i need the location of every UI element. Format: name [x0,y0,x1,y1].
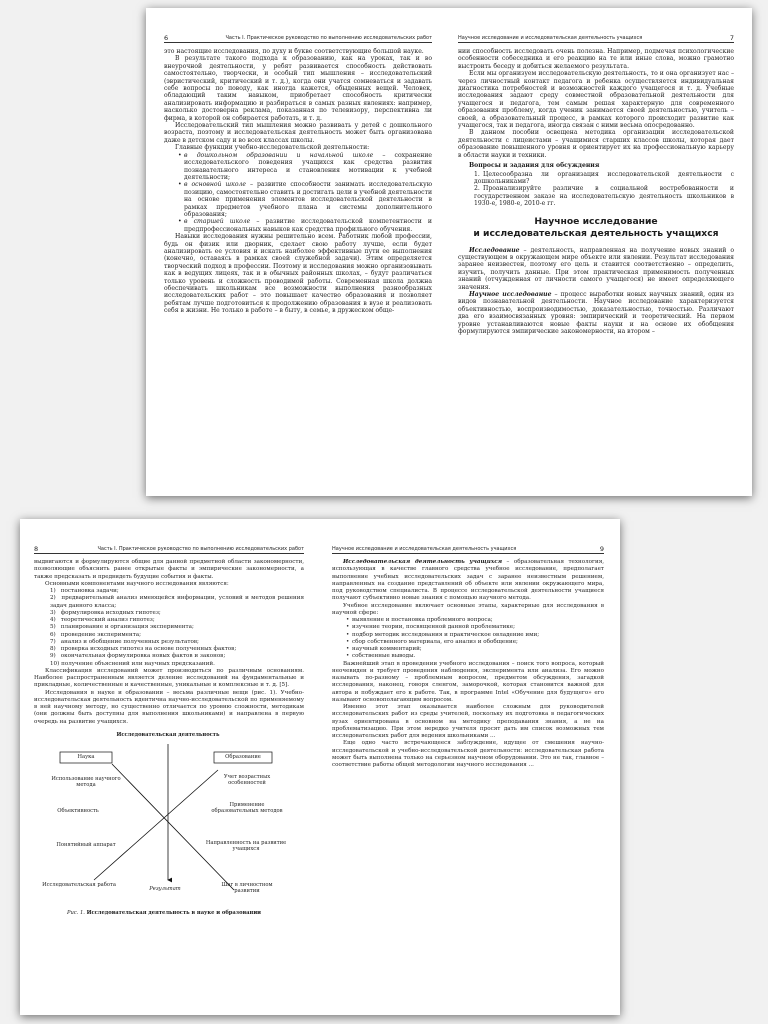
paragraph: В данном пособии освещена методика организации исследовательской деятельности с лицеистами – учащимися старших классов школы, которая дает образование повышенного уровня и ориентирует их на профессиональную карьеру в области науки и техники. [458,129,734,159]
running-head-title: Научное исследование и исследовательская деятельность учащихся [332,546,517,552]
science-label: Наука [77,753,95,760]
body-text [164,48,432,315]
definition-paragraph: Научное исследование – процесс выработки новых научных знаний, один из видов познавательной деятельности. Научное исследование характеризуется объективностью, воспроизводимостью, доказательностью, точностью. Различают два его взаимосвязанных уровня: эмпирический и теоретический. На первом уровне устанавливаются новые факты науки и на основе их обобщения формулируются эмпирические закономерности, на втором – [458,290,734,335]
section-heading: Научное исследование и исследовательская деятельность учащихся [473,215,719,239]
book-spread-pages-6-7 [146,8,752,496]
paragraph: Важнейший этап в проведении учебного исследования – поиск того вопроса, который неочевиден и требует проведения наблюдения, эксперимента или анализа. Его можно называть по-разному – проблемным вопросом, предметом обсуждения, загадкой исследования, наконец, говоря сленгом, заморочкой, которая становится важной для автора и побуждает его к работе. Так, в программе Intel «Обучение для будущего» его называют основополагающим вопросом. [332,660,604,703]
page-number: 9 [599,545,604,553]
book-spread-pages-8-9 [20,519,620,1015]
figure-caption: Рис. 1. Исследовательская деятельность в науке и образовании [66,909,262,916]
definition-paragraph: Исследование – деятельность, направленная на получение новых знаний о существующем в окружающем мире объекте или явлении. Результат исследования заранее неизвестен, поэтому его цель и ставится соответственно – определить, изучить, получить данные. При этом практическая применимость полученных знаний (отчужденная от личности самого учащегося) не имеет определяющего значения. [458,246,734,291]
paragraph: В результате такого подхода к образованию, как на уроках, так и во внеурочной деятельности, у ребят развивается способность действовать самостоятельно, творчески, и особый тип мышления – исследовательский (эвристический, критический и т. д.), когда они учатся сомневаться и задавать себе вопросы по поводу, как иногда кажется, обыденных вещей. Человек, обладающий таким навыком, приобретает способность критически анализировать информацию и разбираться в самых разных явлениях: например, насколько достоверна реклама, показанная по телевизору, перспективна ли фирма, в которой он собирается работать, и т. д. [164,55,432,122]
list-item: • научный комментарий; [352,646,604,653]
page-6 [164,8,432,496]
science-item: Понятийный аппарат [56,841,116,848]
list-item: • в дошкольном образовании и начальной школе – сохранение исследовательского поведения учащихся как средства развития познавательного интереса и становления мотивации к учебной деятельности; [184,152,432,182]
science-item: Объективность [57,807,99,814]
paragraph: это настоящие исследования, по духу и букве соответствующие большой науке. [164,48,424,55]
list-item: • сбор собственного материала, его анализ и обобщение; [352,639,604,646]
running-head-title: Часть I. Практическое руководство по выполнению исследовательских работ [97,546,304,552]
figure-research-activity [38,730,290,926]
education-label: Образование [225,753,261,760]
list-item: 1. Целесообразна ли организация исследовательской деятельности с дошкольниками? [474,170,734,185]
running-head [34,541,304,554]
definition-paragraph: Исследовательская деятельность учащихся – образовательная технология, использующая в качестве главного средства учебное исследование, предполагает выполнение учебных исследовательских задач с заранее неизвестным решением, направленных на создание представлений об объекте или явлении окружающего мира, под руководством специалиста. В процессе исследовательской деятельности учащиеся получают субъективно новые знания с помощью научного метода. [332,559,604,602]
figure-title: Исследовательская деятельность [116,731,220,738]
running-head [458,30,734,43]
paragraph: Учебное исследование включает основные этапы, характерные для исследования в научной сфере: [332,602,604,616]
science-item: Исследовательская работа [42,881,116,888]
list-item: 7) анализ и обобщение полученных результатов; [50,638,199,645]
list-item: • собственные выводы. [352,653,604,660]
list-item: 2. Проанализируйте различие в социальной востребованности и государственном заказе на исследовательскую деятельность школьников в 1930-е, 1980-е, 2010-е гг. [474,185,734,208]
running-head [332,541,604,554]
list-item: 4) теоретический анализ гипотез; [50,617,155,623]
list-item: 5) планирование и организация эксперимента; [50,624,194,631]
paragraph: выдвигаются и формулируются общие для данной предметной области закономерности, позволяющие объяснить ранее открытые факты и эмпирические закономерности, а также предсказать и предвидеть будущие события и факты. [34,559,304,580]
paragraph: Исследовательский тип мышления можно развивать у детей с дошкольного возраста, поэтому и исследовательская деятельность может быть организована даже в детском саду и во всех классах школы. [164,122,432,144]
list-item: 1) постановка задачи; [50,588,119,594]
list-item: • подбор методик исследования и практическое овладение ими; [352,632,604,639]
running-head-title: Научное исследование и исследовательская деятельность учащихся [458,35,643,41]
science-item: Использование научного метода [51,775,121,788]
body-text [34,559,304,726]
body-text [332,559,604,769]
list-item: • в старшей школе – развитие исследовательской компетентности и предпрофессиональных навыков как средства профильного обучения. [184,218,432,233]
list-item: 8) проверка исходных гипотез на основе полученных фактов; [50,646,237,652]
page-number: 7 [729,34,734,42]
questions-list [468,171,734,208]
list-item: 3) формулировка исходных гипотез; [50,609,161,616]
paragraph: Если мы организуем исследовательскую деятельность, то и она организует нас – через личностный контакт педагога и ребенка осуществляется индивидуальная диагностика потребностей и возможностей каждого учащегося и т. д. Учебные исследования задают среду совместной образовательной деятельности для учащегося и педагога, тем самым решая характерную для современного образования проблему, когда ученик занимается своей деятельностью, учитель – своей, а образовательный процесс, в рамках которого происходит развитие как учащегося, так и педагога, иногда связан с ними весьма опосредованно. [458,70,734,130]
paragraph: Основными компонентами научного исследования являются: [45,580,229,587]
paragraph: нии способность исследовать очень полезна. Например, подмечая психологические особенности собеседника и его реакцию на те или иные слова, можно грамотно выстроить беседу и добиться желаемого результата. [458,48,734,70]
page-number: 8 [34,545,39,553]
education-item: Шаг в личностном развитии [221,881,273,894]
questions-heading: Вопросы и задания для обсуждения [469,162,600,170]
result-label: Результат [149,885,181,892]
list-item: 6) проведение эксперимента; [50,631,142,638]
paragraph: Исследования в науке и образовании – весьма различные вещи (рис. 1). Учебно-исследовательская деятельность идентична научно-исследовательской по применяемому в ней научному методу, но существенно отличается по уровню сложности, методикам (они должны быть доступны для выполнения школьниками) и направлена в первую очередь на развитие учащихся. [34,689,304,725]
education-item: Учет возрастных особенностей [223,773,271,786]
paragraph: Еще одно часто встречающееся заблуждение, идущее от смешения научно-исследовательской и учебно-исследовательской деятельности: исследовательская работа может быть выполнена только на серьезном научном оборудовании. Это не так, главное – соответствие работы общей методологии научного исследования ... [332,740,604,768]
list-item: • выявление и постановка проблемного вопроса; [352,617,604,624]
paragraph: Навыки исследования нужны решительно всем. Работник любой профессии, будь он физик или дворник, сделает свою работу лучше, если будет анализировать ее условия и искать наиболее эффективные пути ее выполнения (конечно, оставаясь в рамках своей служебной задачи). Этим определяется творческий подход в профессии. Поэтому и исследования можно организовывать как в ведущих лицеях, так и в обычных районных школах, – будут различаться только уровень и сложность проводимой работы. Современная школа должна обеспечивать школьникам все возможности выполнения разнообразных исследовательских работ – это повышает качество образования и позволяет ребятам лучше подготовиться к продолжению образования в вузе и реализовать себя в жизни. Не только в работе – в быту, в семье, в дружеском обще- [164,233,432,315]
functions-list [174,152,432,233]
page-9 [332,519,604,1015]
body-text [458,48,734,335]
paragraph: Классификация исследований может производиться по различным основаниям. Наиболее распространенным является деление исследований на фундаментальные и прикладные, количественные и качественные, уникальные и комплексные и т. д. [5]. [34,667,304,689]
education-item: Применение образовательных методов [211,801,283,814]
list-item: • в основной школе – развитие способности занимать исследовательскую позицию, самостоятельно ставить и достигать цели в учебной деятельности на основе применения элементов исследовательской деятельности в рамках предметов учебного плана и системы дополнительного образования; [184,181,432,218]
education-item: Направленность на развитие учащихся [205,839,287,852]
page-8 [34,519,304,1015]
stages-list [342,617,604,661]
list-item: 10) получение объяснений или научных предсказаний. [50,660,215,667]
list-item: 9) окончательная формулировка новых фактов и законов; [50,653,226,660]
list-item: • изучение теории, посвященной данной проблематике; [352,624,604,631]
running-head-title: Часть I. Практическое руководство по выполнению исследовательских работ [225,35,432,41]
page-number: 6 [164,34,169,42]
running-head [164,30,432,43]
paragraph: Главные функции учебно-исследовательской деятельности: [175,144,370,152]
paragraph: Именно этот этап оказывается наиболее сложным для руководителей исследовательских работ из среды учителей, поскольку их подготовка в педагогических вузах ориентирована в основном на методику преподавания знания, а не на проблематизацию. При этом нередко учителя просят дать им список возможных тем исследовательских работ для ведения школьниками ... [332,704,604,739]
page-7 [458,8,734,496]
components-list [44,588,304,668]
list-item: 2) предварительный анализ имеющейся информации, условий и методов решения задач данного класса; [50,595,304,609]
